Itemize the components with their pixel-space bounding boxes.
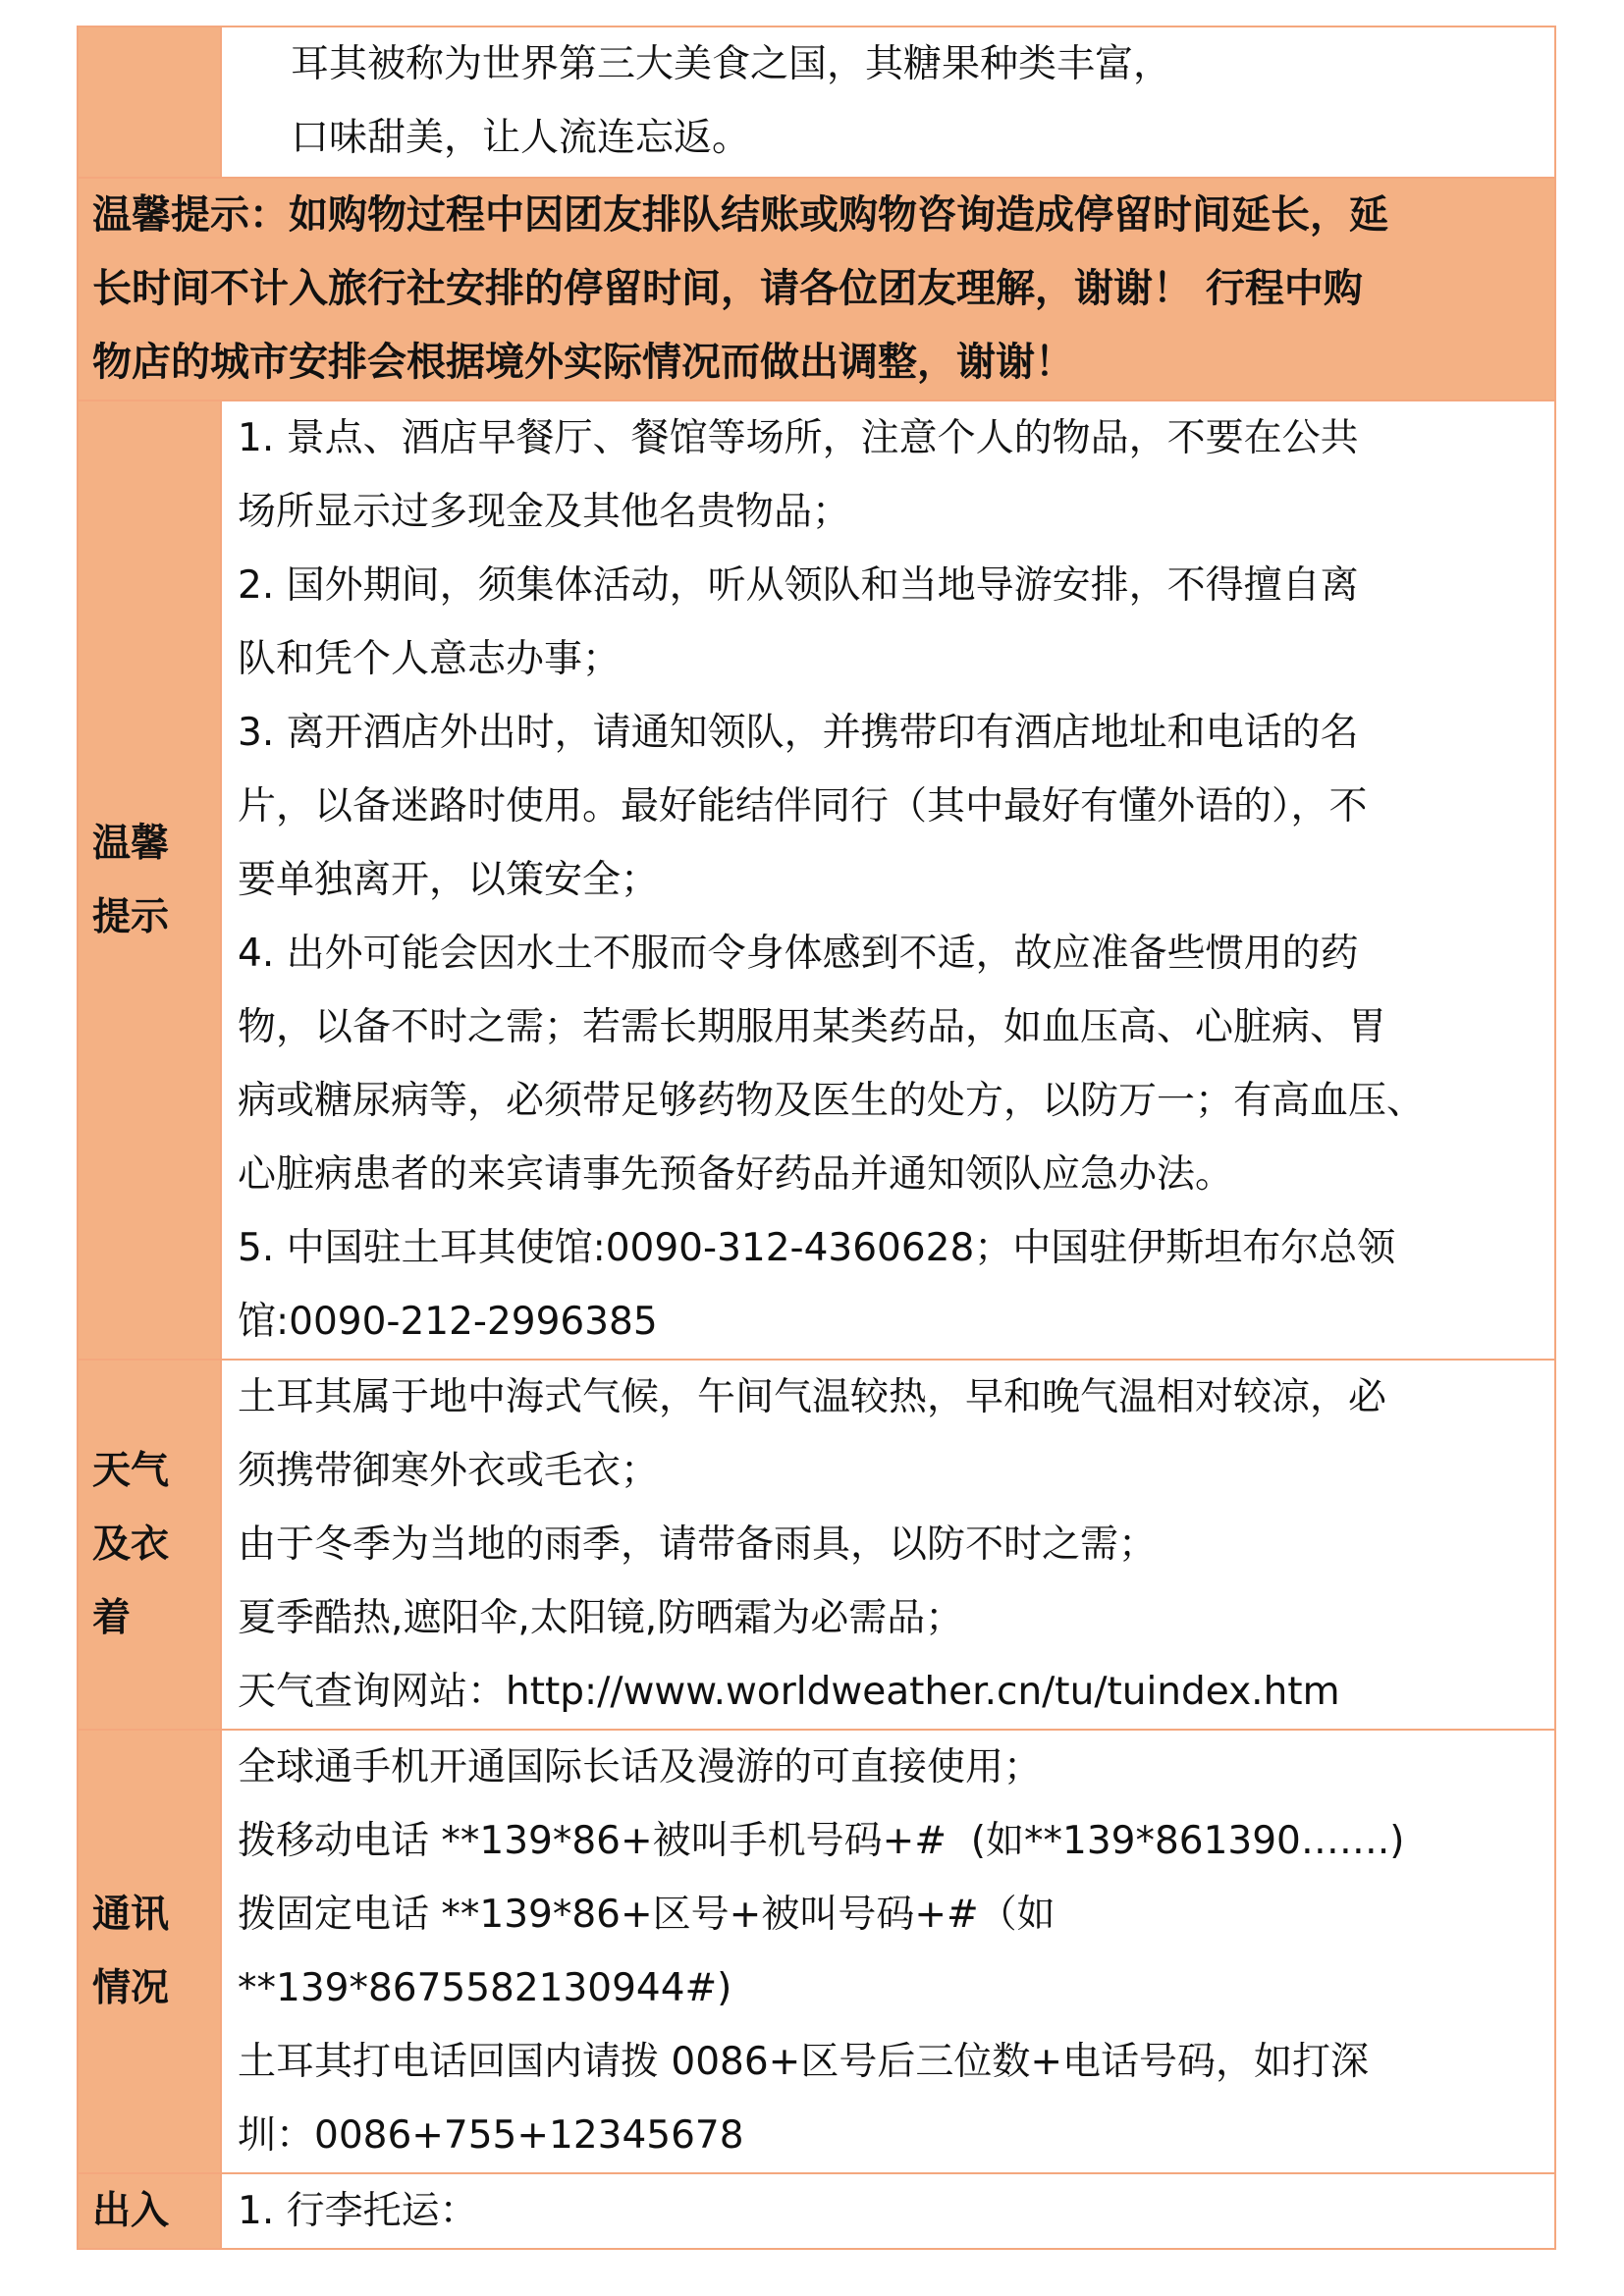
- tips-line: 4. 出外可能会因水土不服而令身体感到不适，故应准备些惯用的药: [238, 932, 1359, 976]
- weather-label: [78, 1360, 221, 1730]
- weather-row: [78, 1360, 1555, 1730]
- tips-line: 队和凭个人意志办事；: [238, 637, 622, 681]
- tips-line: 片，以备迷路时使用。最好能结伴同行（其中最好有懂外语的），不: [238, 784, 1368, 828]
- tips-line: 物，以备不时之需；若需长期服用某类药品，如血压高、心脏病、胃: [238, 1005, 1387, 1049]
- tips-label: [78, 400, 221, 1360]
- intro-line: 耳其被称为世界第三大美食之国，其糖果种类丰富，: [291, 42, 1172, 86]
- notice-line: 物店的城市安排会根据境外实际情况而做出调整，谢谢！: [92, 340, 1074, 385]
- tips-row: [78, 400, 1555, 1360]
- tips-text-cell: [221, 400, 1555, 1360]
- comm-line: 圳：0086+755+12345678: [238, 2113, 744, 2158]
- notice-line: 温馨提示：如购物过程中因团友排队结账或购物咨询造成停留时间延长，延: [92, 192, 1388, 238]
- comm-line: 土耳其打电话回国内请拨 0086+区号后三位数+电话号码，如打深: [238, 2040, 1370, 2084]
- tips-line: 馆:0090-212-2996385: [238, 1300, 658, 1344]
- comm-line: 拨移动电话 **139*86+被叫手机号码+# (如**139*861390…….): [238, 1819, 1405, 1863]
- comm-label: [78, 1730, 221, 2173]
- weather-label-line: 及衣: [92, 1522, 170, 1567]
- tips-line: 要单独离开，以策安全；: [238, 858, 660, 902]
- notice-row: [78, 178, 1555, 400]
- entry-label: [78, 2173, 221, 2249]
- tips-line: 1. 景点、酒店早餐厅、餐馆等场所，注意个人的物品，不要在公共: [238, 416, 1359, 460]
- comm-label-line: 情况: [92, 1966, 170, 2010]
- tips-label-line: 提示: [92, 894, 170, 939]
- intro-text-cell: [221, 27, 1555, 178]
- entry-text-cell: [221, 2173, 1555, 2249]
- weather-text-cell: [221, 1360, 1555, 1730]
- entry-row: [78, 2173, 1555, 2249]
- intro-row: [78, 27, 1555, 178]
- tips-line: 心脏病患者的来宾请事先预备好药品并通知领队应急办法。: [238, 1152, 1234, 1197]
- weather-label-line: 天气: [92, 1449, 170, 1493]
- notice-line: 长时间不计入旅行社安排的停留时间，请各位团友理解，谢谢！ 行程中购: [92, 266, 1363, 311]
- document-page: [77, 26, 1556, 2250]
- comm-line: 全球通手机开通国际长话及漫游的可直接使用；: [238, 1745, 1043, 1789]
- weather-label-line: 着: [92, 1596, 132, 1640]
- tips-line: 5. 中国驻土耳其使馆:0090-312-4360628；中国驻伊斯坦布尔总领: [238, 1226, 1396, 1270]
- tips-line: 2. 国外期间，须集体活动，听从领队和当地导游安排，不得擅自离: [238, 563, 1359, 608]
- comm-line: **139*8675582130944#): [238, 1966, 732, 2010]
- tips-line: 病或糖尿病等，必须带足够药物及医生的处方，以防万一；有高血压、: [238, 1079, 1426, 1123]
- weather-line: 夏季酷热,遮阳伞,太阳镜,防晒霜为必需品；: [238, 1596, 964, 1640]
- intro-line: 口味甜美，让人流连忘返。: [291, 116, 751, 160]
- intro-label-cell: [78, 27, 221, 178]
- travel-info-table: [77, 26, 1556, 2250]
- weather-url-line: 天气查询网站：http://www.worldweather.cn/tu/tuindex.htm: [238, 1670, 1340, 1714]
- weather-line: 须携带御寒外衣或毛衣；: [238, 1449, 660, 1493]
- comm-label-line: 通讯: [92, 1893, 170, 1937]
- comm-row: [78, 1730, 1555, 2173]
- tips-line: 3. 离开酒店外出时，请通知领队，并携带印有酒店地址和电话的名: [238, 711, 1359, 755]
- shopping-notice: [78, 178, 1555, 400]
- entry-line: 1. 行李托运：: [238, 2189, 478, 2233]
- comm-text-cell: [221, 1730, 1555, 2173]
- entry-label-line: 出入: [92, 2189, 170, 2233]
- comm-line: 拨固定电话 **139*86+区号+被叫号码+#（如: [238, 1893, 1056, 1937]
- tips-label-line: 温馨: [92, 821, 170, 866]
- weather-line: 土耳其属于地中海式气候，午间气温较热，早和晚气温相对较凉，必: [238, 1375, 1387, 1419]
- tips-line: 场所显示过多现金及其他名贵物品；: [238, 490, 851, 534]
- weather-line: 由于冬季为当地的雨季，请带备雨具，以防不时之需；: [238, 1522, 1158, 1567]
